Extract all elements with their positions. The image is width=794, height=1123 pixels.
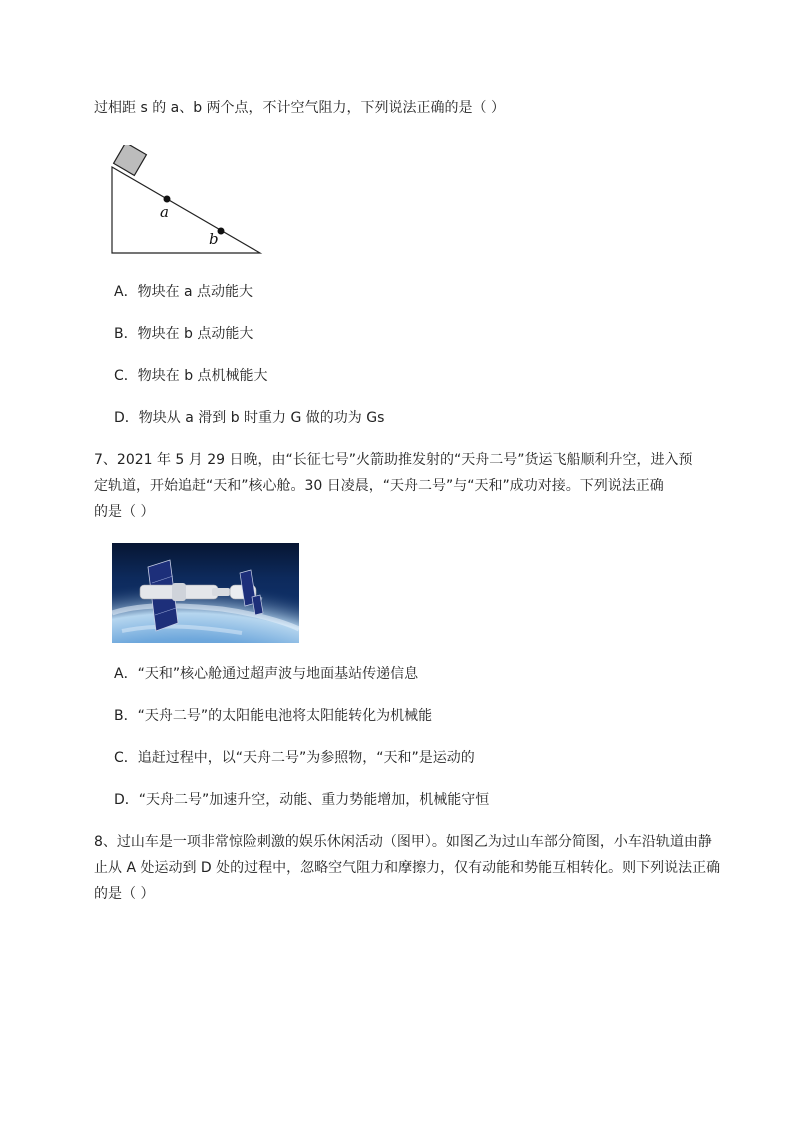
point-a-label: a xyxy=(160,203,169,221)
point-b-label: b xyxy=(209,230,219,248)
q7-stem-line-3: 的是（ ） xyxy=(94,504,155,520)
q7-option-a: A．“天和”核心舱通过超声波与地面基站传递信息 xyxy=(114,666,419,682)
q7-option-d: D．“天舟二号”加速升空，动能、重力势能增加，机械能守恒 xyxy=(114,792,490,808)
q6-stem: 过相距 s 的 a、b 两个点，不计空气阻力，下列说法正确的是（ ） xyxy=(94,100,506,116)
q8-stem-line-1: 8、过山车是一项非常惊险刺激的娱乐休闲活动（图甲）。如图乙为过山车部分简图，小车沿轨道由静 xyxy=(94,834,712,850)
point-a-dot xyxy=(164,196,171,203)
q7-stem-line-2: 定轨道，开始追赶“天和”核心舱。30 日凌晨，“天舟二号”与“天和”成功对接。下列说法正确 xyxy=(94,478,664,494)
q7-stem-line-1: 7、2021 年 5 月 29 日晚，由“长征七号”火箭助推发射的“天舟二号”货运飞船顺利升空，进入预 xyxy=(94,452,693,468)
q7-option-b: B．“天舟二号”的太阳能电池将太阳能转化为机械能 xyxy=(114,708,433,724)
incline-figure xyxy=(110,145,270,257)
q6-option-c: C．物块在 b 点机械能大 xyxy=(114,368,268,384)
q6-option-d: D．物块从 a 滑到 b 时重力 G 做的功为 Gs xyxy=(114,410,385,426)
incline-triangle xyxy=(112,167,260,253)
q8-stem-line-2: 止从 A 处运动到 D 处的过程中，忽略空气阻力和摩擦力，仅有动能和势能互相转化。则下列说法正确 xyxy=(94,860,721,876)
q6-option-a: A．物块在 a 点动能大 xyxy=(114,284,254,300)
q8-stem-line-3: 的是（ ） xyxy=(94,886,155,902)
q6-option-b: B．物块在 b 点动能大 xyxy=(114,326,254,342)
space-station-photo xyxy=(112,543,299,643)
q7-option-c: C．追赶过程中，以“天舟二号”为参照物，“天和”是运动的 xyxy=(114,750,475,766)
